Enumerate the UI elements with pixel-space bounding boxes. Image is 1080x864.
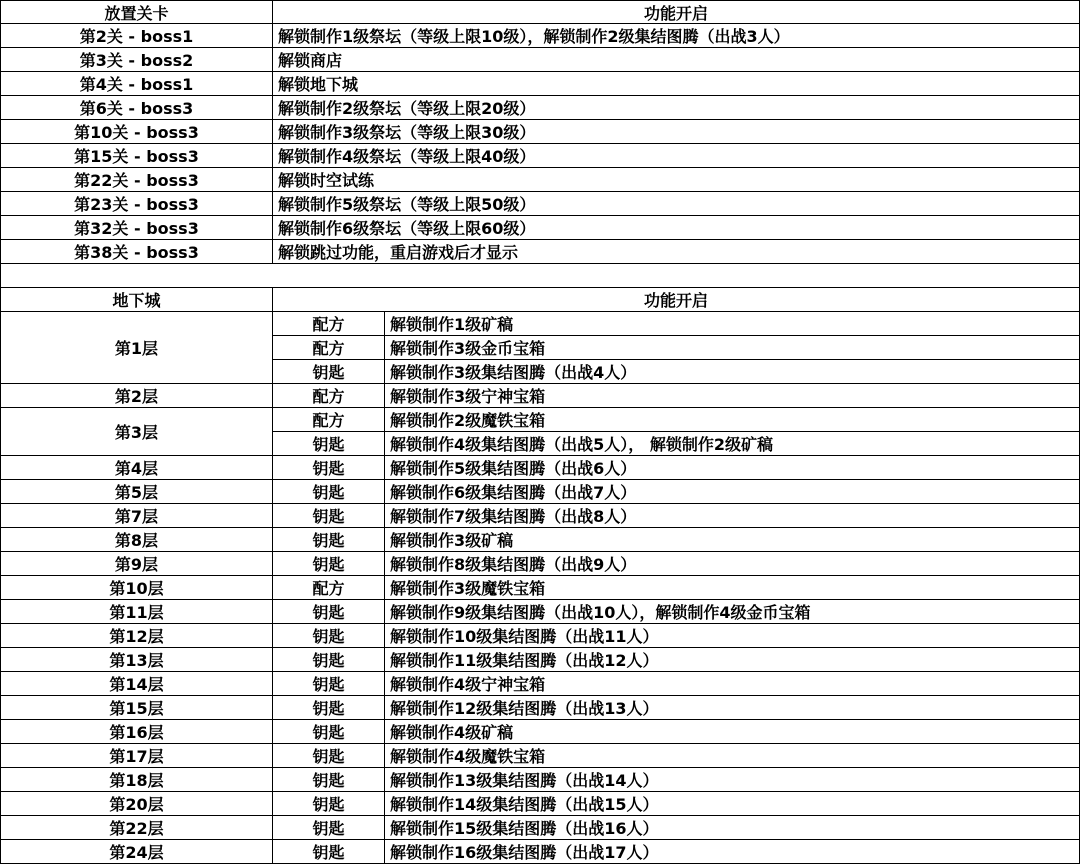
level-items — [273, 744, 1080, 768]
kind-cell[interactable]: 配方 — [273, 312, 385, 335]
table-row — [273, 552, 1080, 576]
stage-cell[interactable]: 第6关 - boss3 — [0, 96, 273, 119]
desc-cell[interactable]: 解锁制作3级集结图腾（出战4人） — [385, 360, 1080, 383]
header-dungeon[interactable]: 地下城 — [0, 288, 273, 311]
dungeon-level-group — [0, 504, 1080, 528]
stage-cell[interactable]: 第4关 - boss1 — [0, 72, 273, 95]
kind-cell[interactable]: 钥匙 — [273, 624, 385, 647]
feature-cell[interactable]: 解锁时空试练 — [273, 168, 1080, 191]
table-row — [0, 24, 1080, 48]
kind-cell[interactable]: 钥匙 — [273, 720, 385, 743]
table-row — [0, 96, 1080, 120]
kind-cell[interactable]: 钥匙 — [273, 816, 385, 839]
table-row — [273, 360, 1080, 384]
table-row — [273, 672, 1080, 696]
level-cell[interactable]: 第9层 — [0, 552, 273, 576]
kind-cell[interactable]: 钥匙 — [273, 480, 385, 503]
stage-cell[interactable]: 第10关 - boss3 — [0, 120, 273, 143]
feature-cell[interactable]: 解锁商店 — [273, 48, 1080, 71]
table-row — [273, 600, 1080, 624]
table-row — [273, 792, 1080, 816]
level-items — [273, 312, 1080, 384]
kind-cell[interactable]: 钥匙 — [273, 648, 385, 671]
feature-cell[interactable]: 解锁制作6级祭坛（等级上限60级） — [273, 216, 1080, 239]
kind-cell[interactable]: 钥匙 — [273, 552, 385, 575]
level-items — [273, 648, 1080, 672]
desc-cell[interactable]: 解锁制作7级集结图腾（出战8人） — [385, 504, 1080, 527]
table-row — [273, 480, 1080, 504]
level-items — [273, 408, 1080, 456]
spacer-row — [0, 264, 1080, 288]
stage-table-body — [0, 24, 1080, 264]
desc-cell[interactable]: 解锁制作15级集结图腾（出战16人） — [385, 816, 1080, 839]
stage-cell[interactable]: 第15关 - boss3 — [0, 144, 273, 167]
dungeon-level-group — [0, 408, 1080, 456]
level-items — [273, 552, 1080, 576]
level-items — [273, 672, 1080, 696]
kind-cell[interactable]: 配方 — [273, 576, 385, 599]
dungeon-level-group — [0, 456, 1080, 480]
level-cell[interactable]: 第4层 — [0, 456, 273, 480]
dungeon-level-group — [0, 576, 1080, 600]
level-items — [273, 768, 1080, 792]
table-row — [273, 648, 1080, 672]
level-cell[interactable]: 第3层 — [0, 408, 273, 456]
dungeon-level-group — [0, 744, 1080, 768]
level-cell[interactable]: 第15层 — [0, 696, 273, 720]
stage-cell[interactable]: 第22关 - boss3 — [0, 168, 273, 191]
dungeon-level-group — [0, 600, 1080, 624]
desc-cell[interactable]: 解锁制作3级矿稿 — [385, 528, 1080, 551]
kind-cell[interactable]: 钥匙 — [273, 528, 385, 551]
desc-cell[interactable]: 解锁制作14级集结图腾（出战15人） — [385, 792, 1080, 815]
table-row — [0, 144, 1080, 168]
kind-cell[interactable]: 钥匙 — [273, 432, 385, 455]
header-feature-2[interactable]: 功能开启 — [273, 288, 1080, 311]
desc-cell[interactable]: 解锁制作4级矿稿 — [385, 720, 1080, 743]
header-feature[interactable]: 功能开启 — [273, 1, 1080, 23]
level-items — [273, 456, 1080, 480]
level-items — [273, 720, 1080, 744]
dungeon-level-group — [0, 768, 1080, 792]
table-row — [273, 696, 1080, 720]
table-row — [273, 840, 1080, 864]
kind-cell[interactable]: 钥匙 — [273, 768, 385, 791]
stage-cell[interactable]: 第38关 - boss3 — [0, 240, 273, 263]
desc-cell[interactable]: 解锁制作4级宁神宝箱 — [385, 672, 1080, 695]
level-cell[interactable]: 第17层 — [0, 744, 273, 768]
kind-cell[interactable]: 配方 — [273, 336, 385, 359]
table-row — [273, 312, 1080, 336]
desc-cell[interactable]: 解锁制作4级魔铁宝箱 — [385, 744, 1080, 767]
kind-cell[interactable]: 钥匙 — [273, 672, 385, 695]
stage-cell[interactable]: 第3关 - boss2 — [0, 48, 273, 71]
level-cell[interactable]: 第20层 — [0, 792, 273, 816]
kind-cell[interactable]: 配方 — [273, 384, 385, 407]
level-items — [273, 480, 1080, 504]
table-row — [273, 624, 1080, 648]
dungeon-level-group — [0, 384, 1080, 408]
kind-cell[interactable]: 钥匙 — [273, 744, 385, 767]
kind-cell[interactable]: 钥匙 — [273, 792, 385, 815]
level-cell[interactable]: 第14层 — [0, 672, 273, 696]
feature-cell[interactable]: 解锁制作1级祭坛（等级上限10级），解锁制作2级集结图腾（出战3人） — [273, 24, 1080, 47]
desc-cell[interactable]: 解锁制作11级集结图腾（出战12人） — [385, 648, 1080, 671]
kind-cell[interactable]: 钥匙 — [273, 696, 385, 719]
stage-cell[interactable]: 第23关 - boss3 — [0, 192, 273, 215]
table-row — [273, 816, 1080, 840]
level-items — [273, 624, 1080, 648]
desc-cell[interactable]: 解锁制作9级集结图腾（出战10人），解锁制作4级金币宝箱 — [385, 600, 1080, 623]
level-items — [273, 528, 1080, 552]
level-cell[interactable]: 第8层 — [0, 528, 273, 552]
kind-cell[interactable]: 配方 — [273, 408, 385, 431]
stage-cell[interactable]: 第2关 - boss1 — [0, 24, 273, 47]
level-items — [273, 384, 1080, 408]
table-row — [0, 120, 1080, 144]
table-row — [273, 720, 1080, 744]
dungeon-level-group — [0, 624, 1080, 648]
dungeon-level-group — [0, 720, 1080, 744]
dungeon-level-group — [0, 792, 1080, 816]
table-row — [0, 168, 1080, 192]
desc-cell[interactable]: 解锁制作3级宁神宝箱 — [385, 384, 1080, 407]
feature-cell[interactable]: 解锁制作3级祭坛（等级上限30级） — [273, 120, 1080, 143]
level-cell[interactable]: 第5层 — [0, 480, 273, 504]
level-cell[interactable]: 第13层 — [0, 648, 273, 672]
desc-cell[interactable]: 解锁制作3级魔铁宝箱 — [385, 576, 1080, 599]
dungeon-level-group — [0, 672, 1080, 696]
dungeon-level-group — [0, 480, 1080, 504]
header-stage[interactable]: 放置关卡 — [0, 1, 273, 23]
desc-cell[interactable]: 解锁制作12级集结图腾（出战13人） — [385, 696, 1080, 719]
level-items — [273, 600, 1080, 624]
table-row — [273, 456, 1080, 480]
table-row — [0, 72, 1080, 96]
dungeon-level-group — [0, 816, 1080, 840]
kind-cell[interactable]: 钥匙 — [273, 600, 385, 623]
table-row — [273, 336, 1080, 360]
table-row — [273, 744, 1080, 768]
level-cell[interactable]: 第22层 — [0, 816, 273, 840]
dungeon-table-body — [0, 312, 1080, 864]
table-row — [273, 768, 1080, 792]
desc-cell[interactable]: 解锁制作4级集结图腾（出战5人）， 解锁制作2级矿稿 — [385, 432, 1080, 455]
level-cell[interactable]: 第18层 — [0, 768, 273, 792]
table-row — [273, 576, 1080, 600]
dungeon-level-group — [0, 312, 1080, 384]
stage-table-header — [0, 0, 1080, 24]
feature-cell[interactable]: 解锁制作5级祭坛（等级上限50级） — [273, 192, 1080, 215]
table-row — [0, 240, 1080, 264]
level-items — [273, 576, 1080, 600]
desc-cell[interactable]: 解锁制作6级集结图腾（出战7人） — [385, 480, 1080, 503]
level-cell[interactable]: 第7层 — [0, 504, 273, 528]
dungeon-level-group — [0, 552, 1080, 576]
kind-cell[interactable]: 钥匙 — [273, 840, 385, 863]
stage-cell[interactable]: 第32关 - boss3 — [0, 216, 273, 239]
desc-cell[interactable]: 解锁制作2级魔铁宝箱 — [385, 408, 1080, 431]
desc-cell[interactable]: 解锁制作3级金币宝箱 — [385, 336, 1080, 359]
level-cell[interactable]: 第12层 — [0, 624, 273, 648]
level-items — [273, 792, 1080, 816]
feature-cell[interactable]: 解锁地下城 — [273, 72, 1080, 95]
level-items — [273, 504, 1080, 528]
table-row — [273, 408, 1080, 432]
desc-cell[interactable]: 解锁制作10级集结图腾（出战11人） — [385, 624, 1080, 647]
table-row — [273, 384, 1080, 408]
level-items — [273, 816, 1080, 840]
feature-cell[interactable]: 解锁跳过功能，重启游戏后才显示 — [273, 240, 1080, 263]
dungeon-level-group — [0, 648, 1080, 672]
level-cell[interactable]: 第16层 — [0, 720, 273, 744]
kind-cell[interactable]: 钥匙 — [273, 504, 385, 527]
desc-cell[interactable]: 解锁制作8级集结图腾（出战9人） — [385, 552, 1080, 575]
level-cell[interactable]: 第10层 — [0, 576, 273, 600]
table-row — [0, 216, 1080, 240]
table-row — [273, 528, 1080, 552]
dungeon-level-group — [0, 528, 1080, 552]
table-row — [273, 504, 1080, 528]
level-cell[interactable]: 第24层 — [0, 840, 273, 864]
kind-cell[interactable]: 钥匙 — [273, 456, 385, 479]
table-row — [0, 192, 1080, 216]
desc-cell[interactable]: 解锁制作5级集结图腾（出战6人） — [385, 456, 1080, 479]
desc-cell[interactable]: 解锁制作1级矿稿 — [385, 312, 1080, 335]
level-cell[interactable]: 第2层 — [0, 384, 273, 408]
kind-cell[interactable]: 钥匙 — [273, 360, 385, 383]
feature-cell[interactable]: 解锁制作4级祭坛（等级上限40级） — [273, 144, 1080, 167]
table-row — [0, 48, 1080, 72]
level-cell[interactable]: 第11层 — [0, 600, 273, 624]
level-cell[interactable]: 第1层 — [0, 312, 273, 384]
level-items — [273, 840, 1080, 864]
feature-cell[interactable]: 解锁制作2级祭坛（等级上限20级） — [273, 96, 1080, 119]
dungeon-level-group — [0, 696, 1080, 720]
level-items — [273, 696, 1080, 720]
dungeon-level-group — [0, 840, 1080, 864]
table-row — [273, 432, 1080, 456]
desc-cell[interactable]: 解锁制作16级集结图腾（出战17人） — [385, 840, 1080, 863]
desc-cell[interactable]: 解锁制作13级集结图腾（出战14人） — [385, 768, 1080, 791]
dungeon-table-header — [0, 288, 1080, 312]
